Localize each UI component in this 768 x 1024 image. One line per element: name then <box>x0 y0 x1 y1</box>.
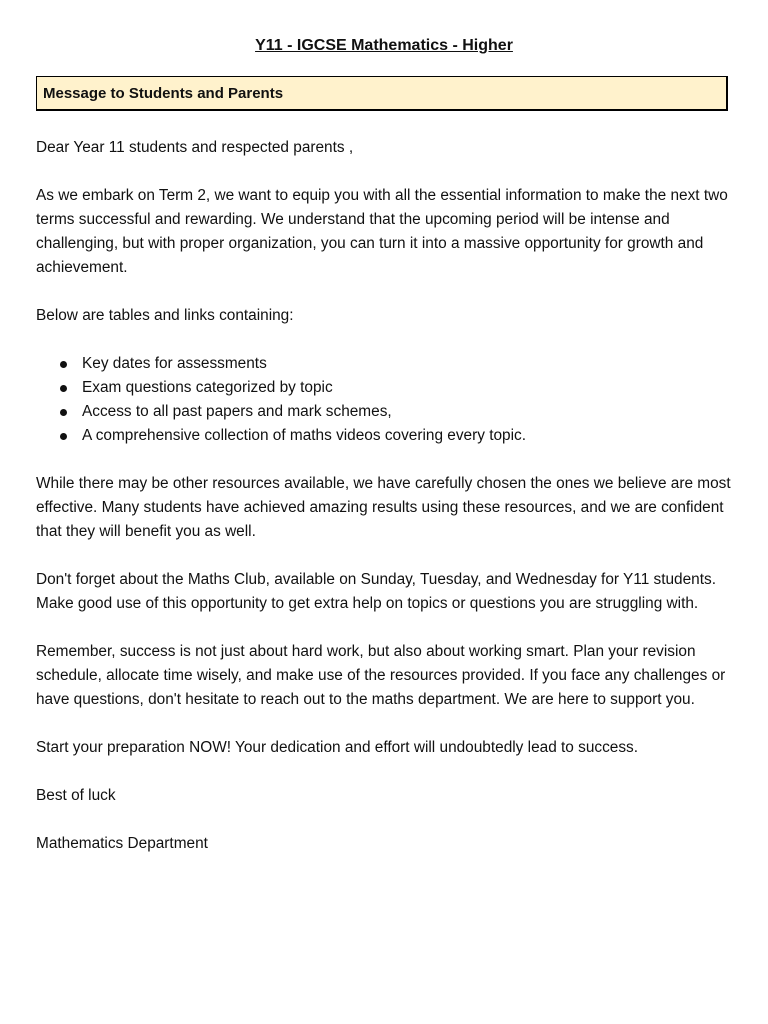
bullet-icon <box>60 361 67 368</box>
letter-body <box>36 136 736 880</box>
resource-list <box>36 352 736 448</box>
paragraph-resources: While there may be other resources available, we have carefully chosen the ones we believe are most effective. Many students have achieved amazing results using these resources, and we are confident that they will benefit you as well. <box>36 475 731 540</box>
list-item-text: A comprehensive collection of maths videos covering every topic. <box>82 427 526 444</box>
list-intro: Below are tables and links containing: <box>36 307 294 324</box>
paragraph-start: Start your preparation NOW! Your dedication and effort will undoubtedly lead to success. <box>36 739 639 756</box>
list-item-text: Access to all past papers and mark schemes, <box>82 403 392 420</box>
list-item <box>36 352 736 376</box>
greeting: Dear Year 11 students and respected parents , <box>36 139 354 156</box>
list-item-text: Key dates for assessments <box>82 355 267 372</box>
paragraph-remember: Remember, success is not just about hard work, but also about working smart. Plan your revision schedule, allocate time wisely, and make use of the resources provided. If you face any challenges or have questions, don't hesitate to reach out to the maths department. We are here to support you. <box>36 643 726 708</box>
list-item <box>36 400 736 424</box>
signature: Mathematics Department <box>36 835 208 852</box>
bullet-icon <box>60 385 67 392</box>
document-title: Y11 - IGCSE Mathematics - Higher <box>255 37 513 54</box>
paragraph-intro: As we embark on Term 2, we want to equip you with all the essential information to make the next two terms successful and rewarding. We understand that the upcoming period will be intense and challenging, but with proper organization, you can turn it into a massive opportunity for growth and achievement. <box>36 187 728 276</box>
list-item-text: Exam questions categorized by topic <box>82 379 333 396</box>
message-box-label: Message to Students and Parents <box>43 85 284 102</box>
message-box <box>36 76 728 111</box>
closing: Best of luck <box>36 787 116 804</box>
bullet-icon <box>60 409 67 416</box>
list-item <box>36 376 736 400</box>
list-item <box>36 424 736 448</box>
paragraph-maths-club: Don't forget about the Maths Club, available on Sunday, Tuesday, and Wednesday for Y11 students. Make good use of this opportunity to get extra help on topics or questions you are struggling with. <box>36 571 716 612</box>
bullet-icon <box>60 433 67 440</box>
